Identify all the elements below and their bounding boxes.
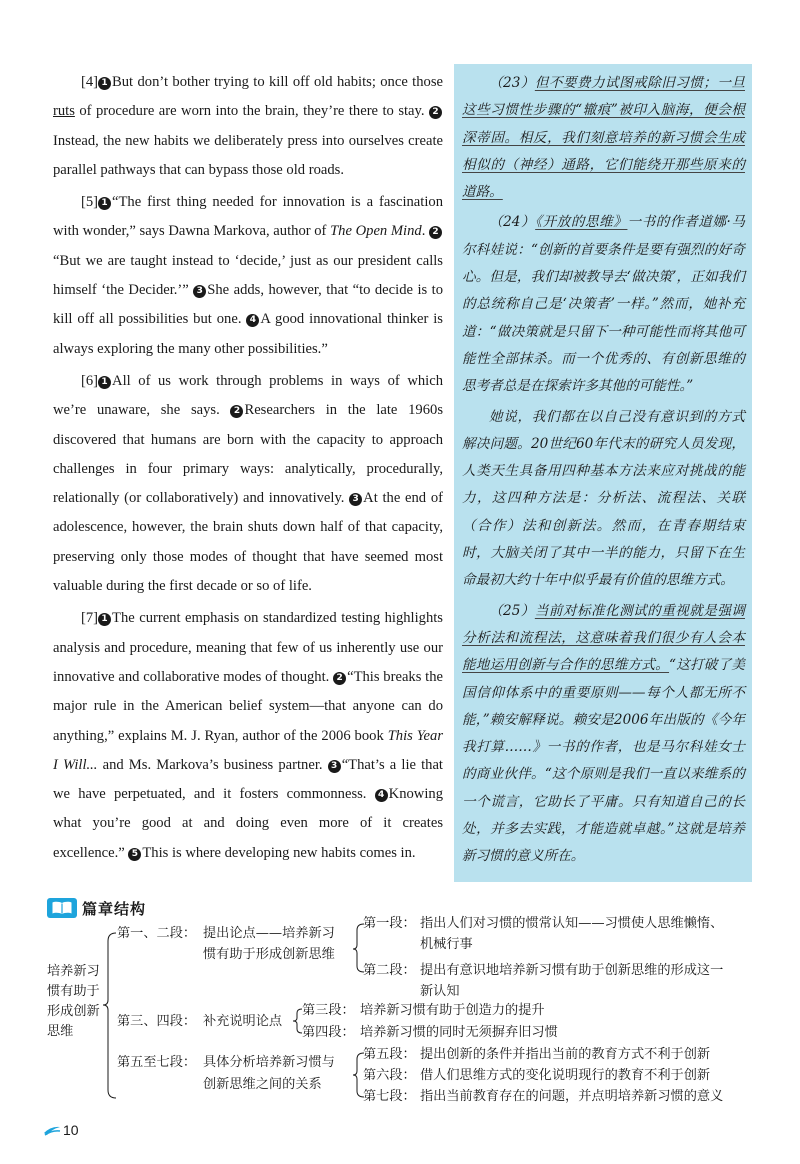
sentence-number: 2 [333,672,346,685]
root-node-line: 形成创新 [47,1004,100,1019]
sentence-number: 3 [193,285,206,298]
item-text: 培养新习惯的同时无须摒弃旧习惯 [360,1025,558,1040]
sentence-number: 2 [429,226,442,239]
branch-1-text: 提出论点——培养新习 [203,926,335,941]
item-text: 新认知 [420,984,460,999]
item-text: 机械行事 [420,937,473,952]
page-swoosh-icon [43,1124,61,1136]
sentence-number: 4 [375,789,388,802]
sentence-number: 5 [128,848,141,861]
branch-1-label: 第一、二段： [117,926,197,941]
sentence-number: 2 [429,106,442,119]
paragraph-7: [7] 1 The current emphasis on standardized testing highlights analysis and procedure, meaning that few of us inherently use our innovative and collaborative modes of thought. 2 “This breaks the major rule in the American belief system—that anyone can do anything,” explains M. J. Ryan, author of the 2006 book This Year I Will... and Ms. Markova’s business partner. 3 “That’s a lie that we have perpetuated, and it fosters commonness. 4 Knowing what you’re good at and doing even more of it creates excellence.” 5 This is where developing new habits comes in. [53,610,444,861]
paragraph-marker: [5] [81,194,99,211]
sentence-number: 1 [98,197,111,210]
item-label: 第四段： [302,1025,355,1040]
page-number: 10 [43,1122,79,1138]
branch-3-text: 具体分析培养新习惯与 [203,1055,335,1070]
sentence-number: 4 [246,314,259,327]
item-text: 提出创新的条件并指出当前的教育方式不利于创新 [420,1047,711,1062]
root-node-line: 培养新习 [47,964,100,979]
paragraph-marker: [6] [81,372,99,389]
translation-25: （25）当前对标准化测试的重视就是强调分析法和流程法，这意味着我们很少有人会本能地运用创新与合作的思维方式。“这打破了美国信仰体系中的重要原则——每个人都无所不能，”赖安解释说。赖安是2006年出版的《今年我打算……》一书的作者，也是马尔科娃女士的商业伙伴。“这个原则是我们一直以来维系的一个谎言，它助长了平庸。只有知道自己的长处，并多去实践，才能造就卓越。”这就是培养新习惯的意义所在。 [462,602,746,865]
item-label: 第二段： [363,963,416,978]
sentence-number: 3 [328,760,341,773]
item-text: 指出人们对习惯的惯常认知——习惯使人思维懒惰、 [420,916,724,931]
section-title: 篇章结构 [82,899,147,918]
item-label: 第五段： [363,1047,416,1062]
underlined-word: ruts [53,103,75,120]
sentence-number: 1 [98,613,111,626]
sentence-number: 2 [230,405,243,418]
paragraph-6: [6] 1 All of us work through problems in ways of which we’re unaware, she says. 2 Researchers in the late 1960s discovered that humans are born with the capacity to approach challenges in four primary ways: analytically, procedurally, relationally (or collaboratively) and innovatively. 3 At the end of adolescence, however, the brain shuts down half of that capacity, preserving only those modes of thought that have seemed most valuable during the first decade or so of life. [53,372,444,595]
paragraph-marker: [7] [81,610,99,627]
item-text: 借人们思维方式的变化说明现行的教育不利于创新 [420,1068,711,1083]
root-node-line: 思维 [47,1024,74,1039]
item-text: 培养新习惯有助于创造力的提升 [360,1003,545,1018]
paragraph-marker: [4] [81,74,99,90]
branch-3-label: 第五至七段： [117,1055,197,1070]
paragraph-4: [4] 1 But don’t bother trying to kill off old habits; once those ruts of procedure are worn into the brain, they’re there to stay. 2Instead, the new habits we deliberately press into ourselves create parallel pathways that can bypass those old roads. [53,74,443,178]
sentence-number: 3 [349,493,362,506]
sentence-number: 1 [98,77,111,90]
translation-24: （24）《开放的思维》一书的作者道娜·马尔科娃说：“创新的首要条件是要有强烈的好奇心。但是，我们却被教导去‘做决策’，正如我们的总统称自己是‘决策者’一样。”然而，她补充道：“做决策就是只留下一种可能性而将其他可能性全部抹杀。而一个优秀的、有创新思维的思考者总是在探索许多其他的可能性。” [462,214,745,395]
item-label: 第一段： [363,916,416,931]
root-node-line: 惯有助于 [47,984,100,999]
branch-2-text: 补充说明论点 [203,1014,283,1029]
paragraph-5: [5] 1 “The first thing needed for innovation is a fascination with wonder,” says Dawna Markova, author of The Open Mind. 2“But we are taught instead to ‘decide,’ just as our president calls himself ‘the Decider.’” 3 She adds, however, that “to decide is to kill off all possibilities but one. 4 A good innovational thinker is always exploring the many other possibilities.” [53,194,443,357]
branch-1-text: 惯有助于形成创新思维 [203,947,335,962]
translation-23: （23）但不要费力试图戒除旧习惯；一旦这些习惯性步骤的“辙痕”被印入脑海，便会根深蒂固。相反，我们刻意培养的新习惯会生成相似的（神经）通路，它们能绕开那些原来的道路。 [462,75,745,201]
item-label: 第六段： [363,1068,416,1083]
translation-paragraph-6: 她说，我们都在以自己没有意识到的方式解决问题。20世纪60年代末的研究人员发现，人类天生具备用四种基本方法来应对挑战的能力，这四种方法是：分析法、流程法、关联（合作）法和创新法。然而，在青春期结束时，大脑关闭了其中一半的能力，只留下在生命最初大约十年中似乎最有价值的思维方式。 [462,408,745,589]
branch-2-label: 第三、四段： [117,1014,197,1029]
item-text: 提出有意识地培养新习惯有助于创新思维的形成这一 [420,963,724,978]
item-label: 第七段： [363,1089,416,1104]
book-title: The Open Mind [330,223,422,240]
book-title: This Year I Will... [53,727,444,773]
item-text: 指出当前教育存在的问题，并点明培养新习惯的意义 [420,1089,724,1104]
sentence-number: 1 [98,376,111,389]
item-label: 第三段： [302,1003,355,1018]
branch-3-text: 创新思维之间的关系 [203,1077,322,1092]
